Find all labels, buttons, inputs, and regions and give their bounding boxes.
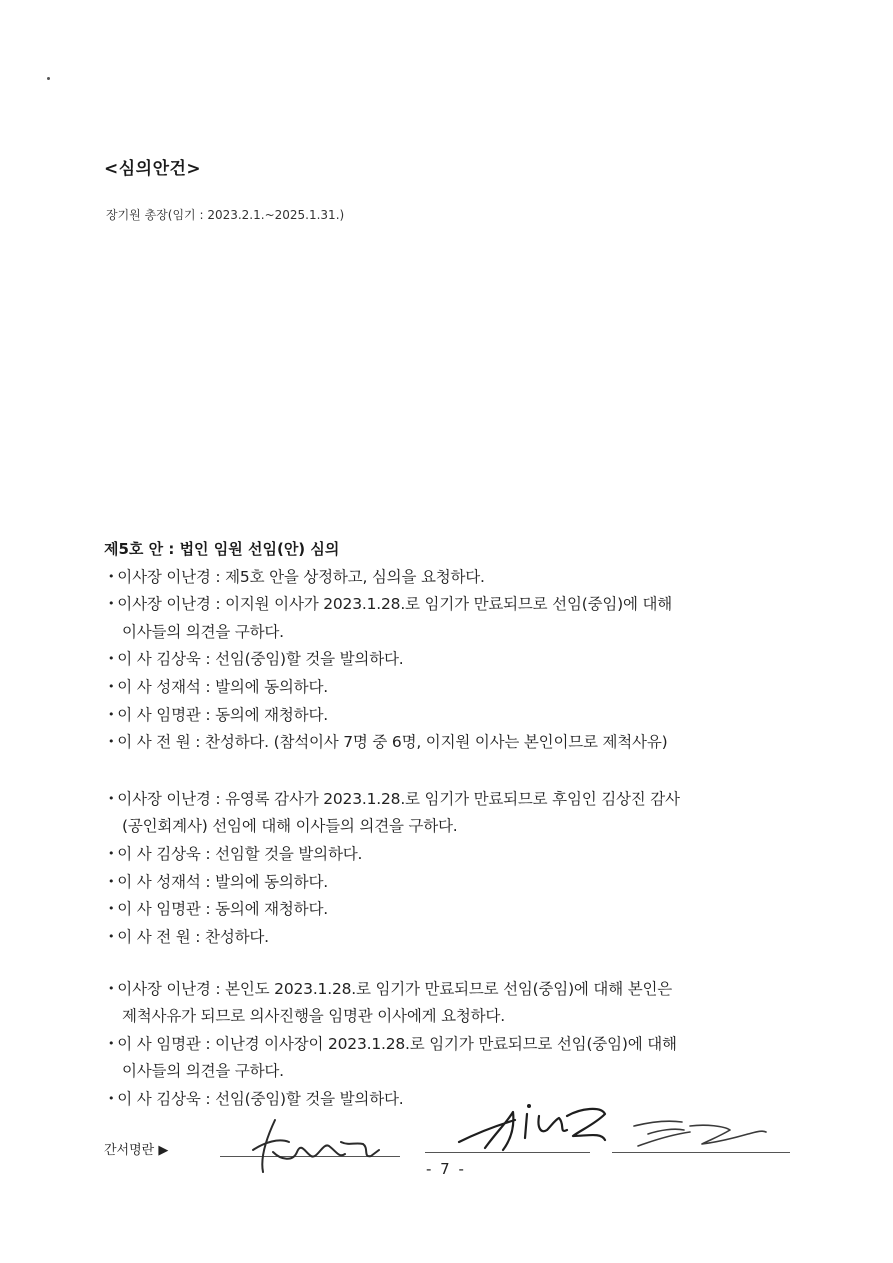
minutes-line-text: 이사장 이난경 : 제5호 안을 상정하고, 심의을 요청하다. (117, 568, 485, 586)
minutes-line (108, 592, 672, 614)
minutes-line (108, 787, 680, 809)
minutes-line (108, 925, 269, 947)
handwritten-signature-3 (630, 1112, 770, 1157)
bullet-mark: • (108, 1037, 115, 1050)
minutes-line-text: 이사장 이난경 : 유영록 감사가 2023.1.28.로 임기가 만료되므로 후임인 김상진 감사 (117, 790, 680, 808)
bullet-mark: • (108, 875, 115, 888)
minutes-line-continuation (122, 1004, 505, 1026)
minutes-line-text: 이 사 전 원 : 찬성하다. (117, 928, 269, 946)
minutes-line (108, 703, 328, 725)
minutes-line-text: 이 사 김상욱 : 선임(중임)할 것을 발의하다. (117, 1090, 404, 1108)
minutes-line-continuation (122, 814, 458, 836)
minutes-line-continuation (122, 620, 284, 642)
minutes-line (108, 565, 485, 587)
minutes-line-text: 이사장 이난경 : 본인도 2023.1.28.로 임기가 만료되므로 선임(중임)에 대해 본인은 (117, 980, 673, 998)
bullet-mark: • (108, 570, 115, 583)
minutes-line-text: (공인회계사) 선임에 대해 이사들의 의견을 구하다. (122, 817, 458, 835)
bullet-mark: • (108, 930, 115, 943)
minutes-line (108, 1087, 403, 1109)
bullet-mark: • (108, 792, 115, 805)
minutes-line (108, 897, 328, 919)
signature-label: 간서명란 ▶ (104, 1143, 169, 1158)
minutes-line-text: 이사들의 의견을 구하다. (122, 623, 284, 641)
bullet-mark: • (108, 735, 115, 748)
minutes-line (108, 977, 672, 999)
bullet-mark: • (108, 652, 115, 665)
minutes-line (108, 842, 362, 864)
minutes-line-text: 이사장 이난경 : 이지원 이사가 2023.1.28.로 임기가 만료되므로 선임(중임)에 대해 (117, 595, 673, 613)
minutes-line-continuation (122, 1059, 284, 1081)
minutes-line-text: 이 사 김상욱 : 선임할 것을 발의하다. (117, 845, 363, 863)
minutes-line (108, 675, 328, 697)
minutes-line (108, 730, 667, 752)
bullet-mark: • (108, 680, 115, 693)
minutes-line-text: 이 사 전 원 : 찬성하다. (참석이사 7명 중 6명, 이지원 이사는 본인이므로 제척사유) (117, 733, 668, 751)
president-term-line: 장기원 총장(임기 : 2023.2.1.~2025.1.31.) (106, 208, 345, 222)
minutes-line-text: 이 사 임명관 : 동의에 재청하다. (117, 706, 328, 724)
bullet-mark: • (108, 982, 115, 995)
scan-speck (47, 77, 50, 80)
handwritten-signature-1 (245, 1112, 395, 1182)
minutes-line-text: 이 사 임명관 : 동의에 재청하다. (117, 900, 328, 918)
minutes-line (108, 647, 403, 669)
minutes-line (108, 870, 328, 892)
bullet-mark: • (108, 708, 115, 721)
minutes-line-text: 제척사유가 되므로 의사진행을 임명관 이사에게 요청하다. (122, 1007, 505, 1025)
minutes-line (108, 1032, 677, 1054)
minutes-line-text: 이 사 김상욱 : 선임(중임)할 것을 발의하다. (117, 650, 404, 668)
bullet-mark: • (108, 847, 115, 860)
handwritten-signature-2 (455, 1100, 615, 1160)
page-number: - 7 - (426, 1160, 466, 1178)
minutes-line-text: 이사들의 의견을 구하다. (122, 1062, 284, 1080)
section-heading: <심의안건> (104, 159, 202, 179)
bullet-mark: • (108, 1092, 115, 1105)
agenda-title: 제5호 안 : 법인 임원 선임(안) 심의 (104, 540, 340, 558)
minutes-line-text: 이 사 성재석 : 발의에 동의하다. (117, 873, 328, 891)
minutes-line-text: 이 사 임명관 : 이난경 이사장이 2023.1.28.로 임기가 만료되므로 선임(중임)에 대해 (117, 1035, 677, 1053)
bullet-mark: • (108, 597, 115, 610)
bullet-mark: • (108, 902, 115, 915)
minutes-line-text: 이 사 성재석 : 발의에 동의하다. (117, 678, 328, 696)
